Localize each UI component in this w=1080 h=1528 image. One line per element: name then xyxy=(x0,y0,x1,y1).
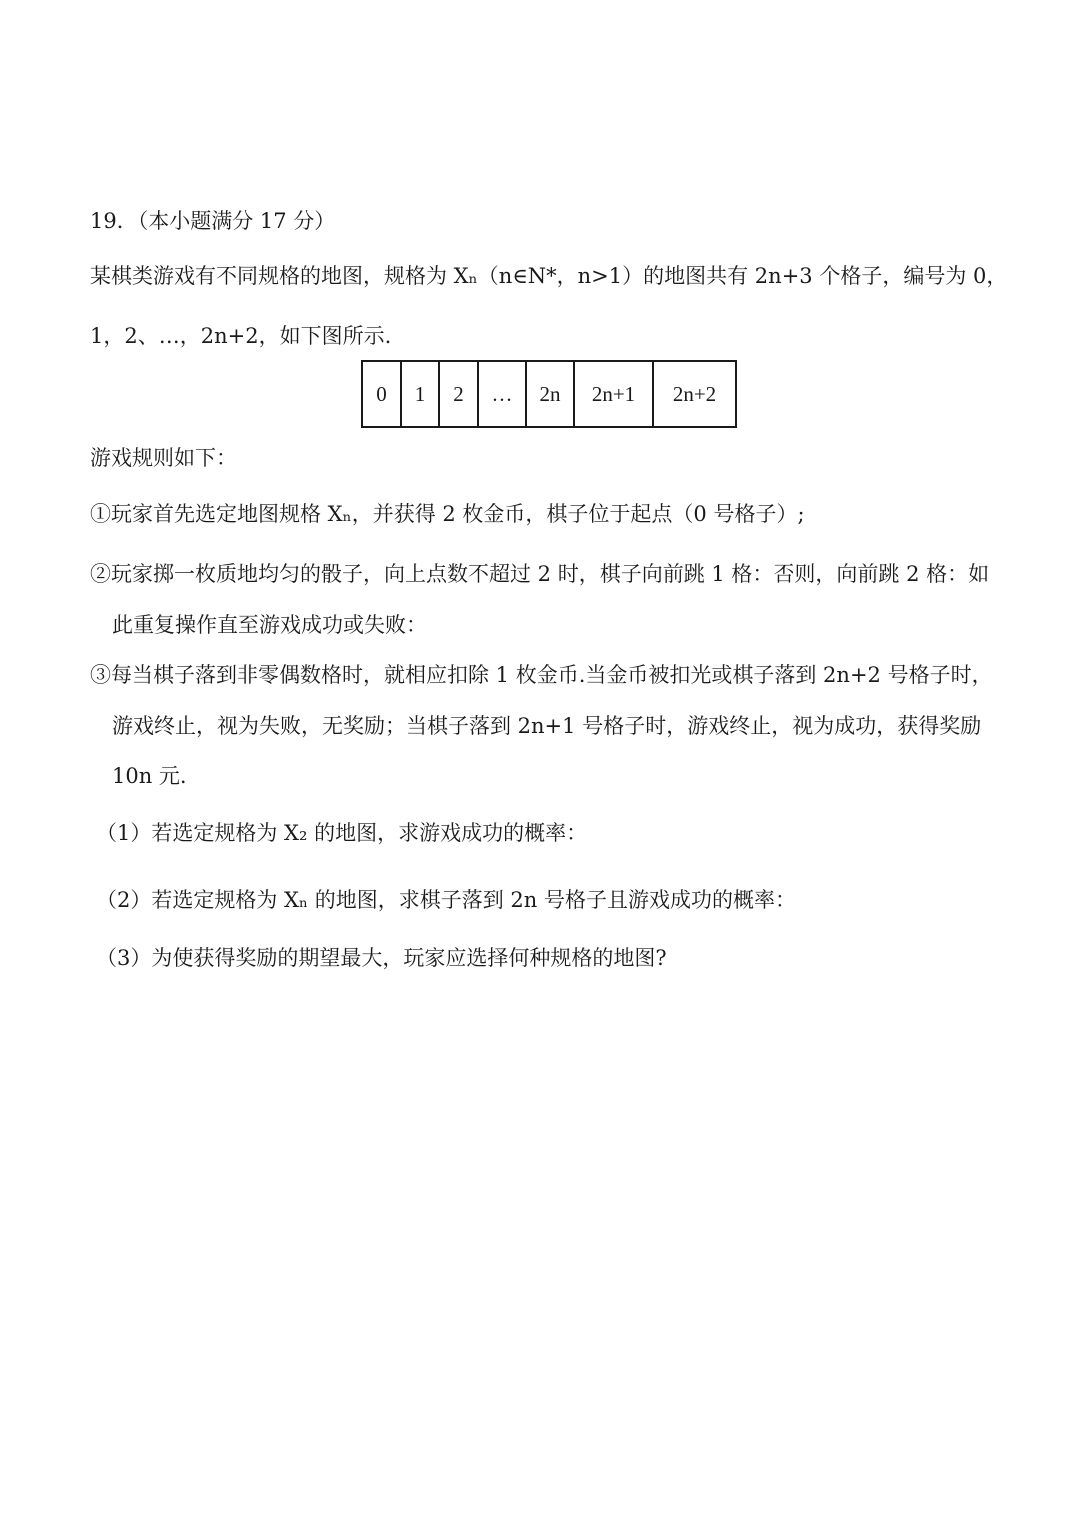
grid-cell-ellipsis: … xyxy=(479,362,527,426)
game-grid-map xyxy=(361,360,737,428)
rule-3-line-1: ③每当棋子落到非零偶数格时，就相应扣除 1 枚金币.当金币被扣光或棋子落到 2n+2 号格子时， xyxy=(90,663,993,687)
question-2: （2）若选定规格为 Xₙ 的地图，求棋子落到 2n 号格子且游戏成功的概率： xyxy=(96,888,796,912)
grid-cell-2n: 2n xyxy=(527,362,575,426)
grid-cell-2n-plus-2: 2n+2 xyxy=(672,381,717,406)
rule-3-line-3: 10n 元. xyxy=(112,764,187,788)
rule-2-line-1: ②玩家掷一枚质地均匀的骰子，向上点数不超过 2 时，棋子向前跳 1 格：否则，向前跳 2 格：如 xyxy=(90,562,990,586)
intro-line-2: 1，2、…，2n+2，如下图所示. xyxy=(90,324,392,348)
grid-cell-2n-plus-1: 2n+1 xyxy=(575,362,654,426)
rule-2-line-2: 此重复操作直至游戏成功或失败： xyxy=(112,613,427,637)
intro-line-1: 某棋类游戏有不同规格的地图，规格为 Xₙ（n∈N*，n>1）的地图共有 2n+3 个格子，编号为 0， xyxy=(90,264,1008,288)
question-1: （1）若选定规格为 X₂ 的地图，求游戏成功的概率： xyxy=(96,821,588,845)
grid-cell-1: 1 xyxy=(402,362,440,426)
rule-1: ①玩家首先选定地图规格 Xₙ，并获得 2 枚金币，棋子位于起点（0 号格子）; xyxy=(90,502,805,526)
question-3: （3）为使获得奖励的期望最大，玩家应选择何种规格的地图? xyxy=(96,946,667,970)
rules-title: 游戏规则如下： xyxy=(90,446,237,470)
rule-3-line-2: 游戏终止，视为失败，无奖励；当棋子落到 2n+1 号格子时，游戏终止，视为成功，获得奖励 xyxy=(112,714,982,738)
grid-cell-0: 0 xyxy=(363,362,402,426)
problem-header: 19．（本小题满分 17 分） xyxy=(90,209,336,233)
grid-cell-2: 2 xyxy=(440,362,479,426)
